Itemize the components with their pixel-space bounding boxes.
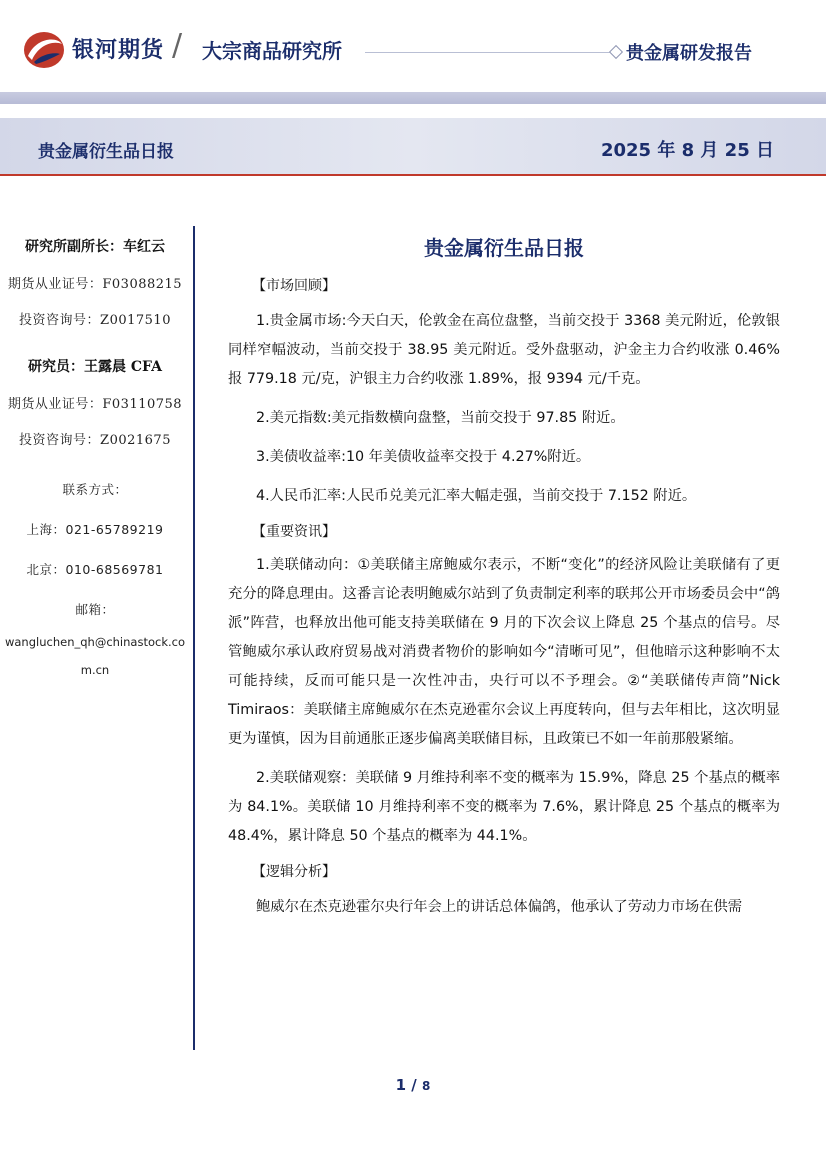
page-header bbox=[0, 0, 826, 100]
report-type: 贵金属研发报告 bbox=[626, 43, 752, 64]
beijing-phone: 北京：010-68569781 bbox=[26, 562, 164, 577]
banner-red-rule bbox=[0, 174, 826, 176]
market-paragraph-rmb-rate: 4.人民币汇率:人民币兑美元汇率大幅走强，当前交投于 7.152 附近。 bbox=[256, 488, 697, 504]
email-address-line1[interactable]: wangluchen_qh@chinastock.co bbox=[4, 635, 185, 649]
current-page: 1 bbox=[395, 1076, 407, 1094]
email-address-line2[interactable]: m.cn bbox=[80, 663, 110, 677]
report-body bbox=[228, 232, 780, 922]
page-number bbox=[0, 1076, 826, 1094]
sidebar-divider bbox=[193, 226, 195, 1050]
diamond-icon bbox=[609, 45, 623, 59]
news-paragraph-fed-moves: 1.美联储动向：①美联储主席鲍威尔表示，不断“变化”的经济风险让美联储有了更充分的降息理由。这番言论表明鲍威尔站到了负责制定利率的联邦公开市场委员会中“鸽派”阵营，也释放出他可能支持美联储在 9 月的下次会议上降息 25 个基点的信号。尽管鲍威尔承认政府贸易战对消费者物价的影响如今“清晰可见”，但他暗示这种影响不太可能持续，反而可能只是一次性冲击，央行可以不予理会。②“美联储传声筒”Nick Timiraos：美联储主席鲍威尔在杰克逊霍尔会议上再度转向，但与去年相比，这次明显更为谨慎，因为目前通胀正逐步偏离美联储目标，且政策已不如一年前那般紧缩。 bbox=[228, 557, 780, 747]
page-separator: / bbox=[411, 1076, 417, 1094]
market-paragraph-precious-metals: 1.贵金属市场:今天白天，伦敦金在高位盘整，当前交投于 3368 美元附近，伦敦银同样窄幅波动，当前交投于 38.95 美元附近。受外盘驱动，沪金主力合约收涨 0.46%报 779.18 元/克，沪银主力合约收涨 1.89%，报 9394 元/千克。 bbox=[228, 313, 780, 387]
section-logic-analysis: 【逻辑分析】 bbox=[252, 864, 336, 880]
banner-title: 贵金属衍生品日报 bbox=[38, 142, 174, 162]
header-band bbox=[0, 92, 826, 104]
deputy-consult-cert: 投资咨询号：Z0017510 bbox=[19, 313, 171, 328]
shanghai-phone: 上海：021-65789219 bbox=[26, 522, 164, 537]
institute-name: 大宗商品研究所 bbox=[202, 39, 342, 63]
email-label: 邮箱： bbox=[75, 602, 115, 617]
logic-paragraph: 鲍威尔在杰克逊霍尔央行年会上的讲话总体偏鸽，他承认了劳动力市场在供需 bbox=[256, 899, 743, 915]
header-rule bbox=[365, 52, 615, 53]
document-title: 贵金属衍生品日报 bbox=[424, 236, 584, 260]
market-paragraph-treasury-yield: 3.美债收益率:10 年美债收益率交投于 4.27%附近。 bbox=[256, 449, 591, 465]
news-paragraph-fed-watch: 2.美联储观察：美联储 9 月维持利率不变的概率为 15.9%，降息 25 个基点的概率为 84.1%。美联储 10 月维持利率不变的概率为 7.6%，累计降息 25 个基点的概率为 48.4%，累计降息 50 个基点的概率为 44.1%。 bbox=[228, 770, 780, 844]
researcher-name: 研究员：王露晨 CFA bbox=[28, 359, 162, 375]
author-sidebar bbox=[0, 236, 190, 677]
galaxy-futures-logo bbox=[22, 30, 66, 70]
researcher-futures-cert: 期货从业证号：F03110758 bbox=[7, 397, 183, 412]
header-separator: / bbox=[172, 28, 183, 63]
deputy-director: 研究所副所长：车红云 bbox=[25, 239, 165, 255]
total-pages: 8 bbox=[422, 1079, 431, 1093]
contact-label: 联系方式： bbox=[62, 482, 128, 497]
market-paragraph-dollar-index: 2.美元指数:美元指数横向盘整，当前交投于 97.85 附近。 bbox=[256, 410, 625, 426]
section-important-news: 【重要资讯】 bbox=[252, 524, 336, 540]
brand-name: 银河期货 bbox=[72, 38, 165, 63]
report-date: 2025 年 8 月 25 日 bbox=[600, 140, 774, 161]
deputy-futures-cert: 期货从业证号：F03088215 bbox=[7, 277, 183, 292]
researcher-consult-cert: 投资咨询号：Z0021675 bbox=[19, 433, 171, 448]
section-market-review: 【市场回顾】 bbox=[252, 278, 336, 294]
